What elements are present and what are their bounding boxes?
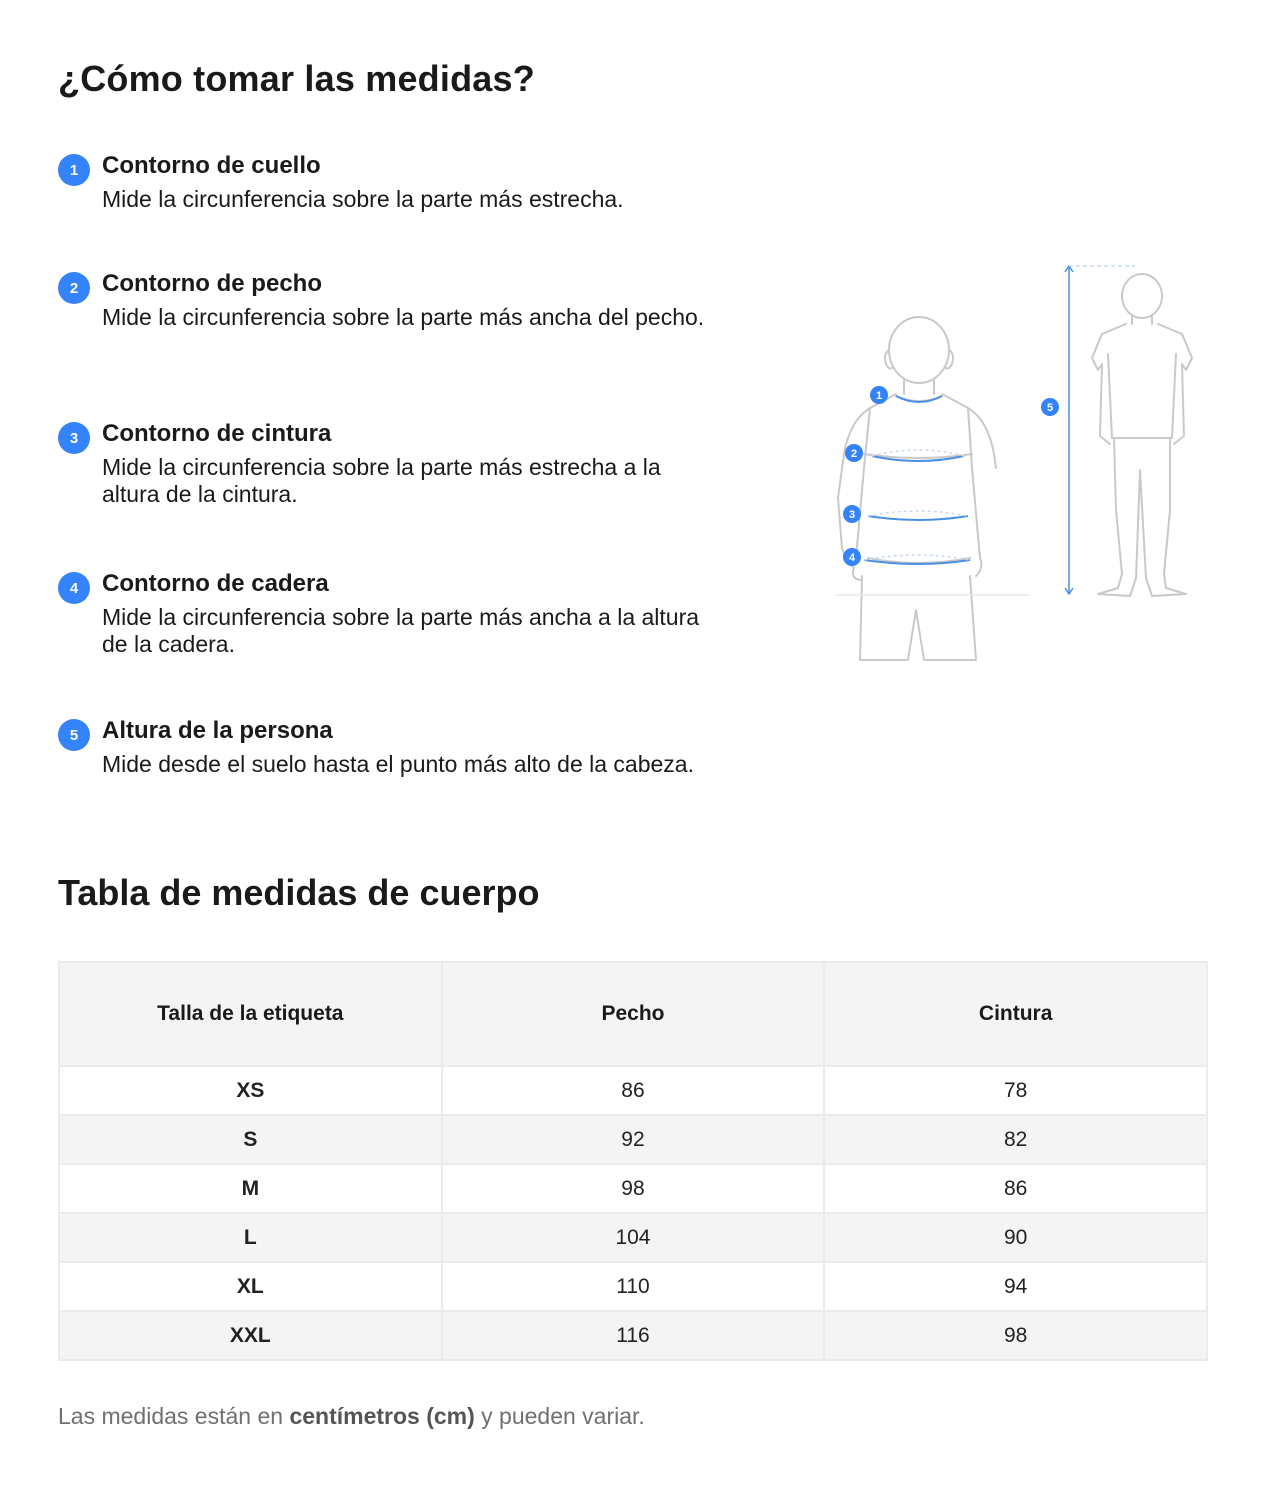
size-label: XS [59, 1066, 442, 1115]
column-header-size: Talla de la etiqueta [59, 962, 442, 1066]
marker-1-icon [870, 386, 888, 404]
neck-band [896, 396, 942, 402]
size-label: L [59, 1213, 442, 1262]
step-number-badge: 1 [58, 154, 90, 186]
chest-value: 116 [442, 1311, 825, 1360]
waist-value: 78 [824, 1066, 1207, 1115]
step-number-badge: 2 [58, 272, 90, 304]
chest-value: 110 [442, 1262, 825, 1311]
step-description: Mide desde el suelo hasta el punto más alto de la cabeza. [102, 751, 694, 777]
marker-3-icon [843, 505, 861, 523]
units-note-emphasis: centímetros (cm) [289, 1403, 475, 1429]
step-description: Mide la circunferencia sobre la parte más ancha a la altura de la cadera. [102, 604, 700, 657]
units-note [58, 1403, 645, 1430]
table-row [59, 1262, 1207, 1311]
step-title: Contorno de pecho [102, 270, 322, 297]
units-note-prefix: Las medidas están en [58, 1403, 290, 1429]
front-torso-figure [838, 317, 996, 660]
size-table [58, 961, 1208, 1361]
step-description: Mide la circunferencia sobre la parte más estrecha a la altura de la cintura. [102, 454, 661, 507]
waist-band [868, 516, 968, 520]
table-header-row [59, 962, 1207, 1066]
table-row [59, 1311, 1207, 1360]
table-row [59, 1066, 1207, 1115]
full-body-figure [1092, 274, 1192, 596]
chest-value: 98 [442, 1164, 825, 1213]
body-measurement-illustration [830, 258, 1200, 668]
size-label: XL [59, 1262, 442, 1311]
marker-4-icon [843, 548, 861, 566]
waist-value: 82 [824, 1115, 1207, 1164]
step-title: Contorno de cintura [102, 420, 332, 447]
chest-value: 104 [442, 1213, 825, 1262]
units-note-suffix: y pueden variar. [474, 1403, 645, 1429]
step-description: Mide la circunferencia sobre la parte más ancha del pecho. [102, 304, 705, 330]
column-header-waist: Cintura [824, 962, 1207, 1066]
table-row [59, 1213, 1207, 1262]
waist-value: 94 [824, 1262, 1207, 1311]
svg-text:4: 4 [848, 552, 856, 564]
waist-value: 86 [824, 1164, 1207, 1213]
svg-text:1: 1 [875, 390, 883, 402]
chest-value: 86 [442, 1066, 825, 1115]
marker-2-icon [845, 444, 863, 462]
step-title: Altura de la persona [102, 717, 333, 744]
step-number-badge: 3 [58, 422, 90, 454]
step-description: Mide la circunferencia sobre la parte más estrecha. [102, 186, 624, 212]
size-label: XXL [59, 1311, 442, 1360]
size-label: S [59, 1115, 442, 1164]
size-label: M [59, 1164, 442, 1213]
waist-value: 90 [824, 1213, 1207, 1262]
step-title: Contorno de cadera [102, 570, 329, 597]
svg-text:2: 2 [850, 448, 858, 460]
step-number-badge: 5 [58, 719, 90, 751]
step-title: Contorno de cuello [102, 152, 321, 179]
svg-text:5: 5 [1046, 402, 1054, 414]
page-title: ¿Cómo tomar las medidas? [58, 58, 535, 99]
marker-5-icon [1041, 398, 1059, 416]
chest-value: 92 [442, 1115, 825, 1164]
column-header-chest: Pecho [442, 962, 825, 1066]
table-row [59, 1164, 1207, 1213]
svg-text:3: 3 [848, 509, 856, 521]
table-title: Tabla de medidas de cuerpo [58, 872, 540, 913]
measurement-bands [864, 396, 970, 564]
step-number-badge: 4 [58, 572, 90, 604]
waist-value: 98 [824, 1311, 1207, 1360]
table-row [59, 1115, 1207, 1164]
